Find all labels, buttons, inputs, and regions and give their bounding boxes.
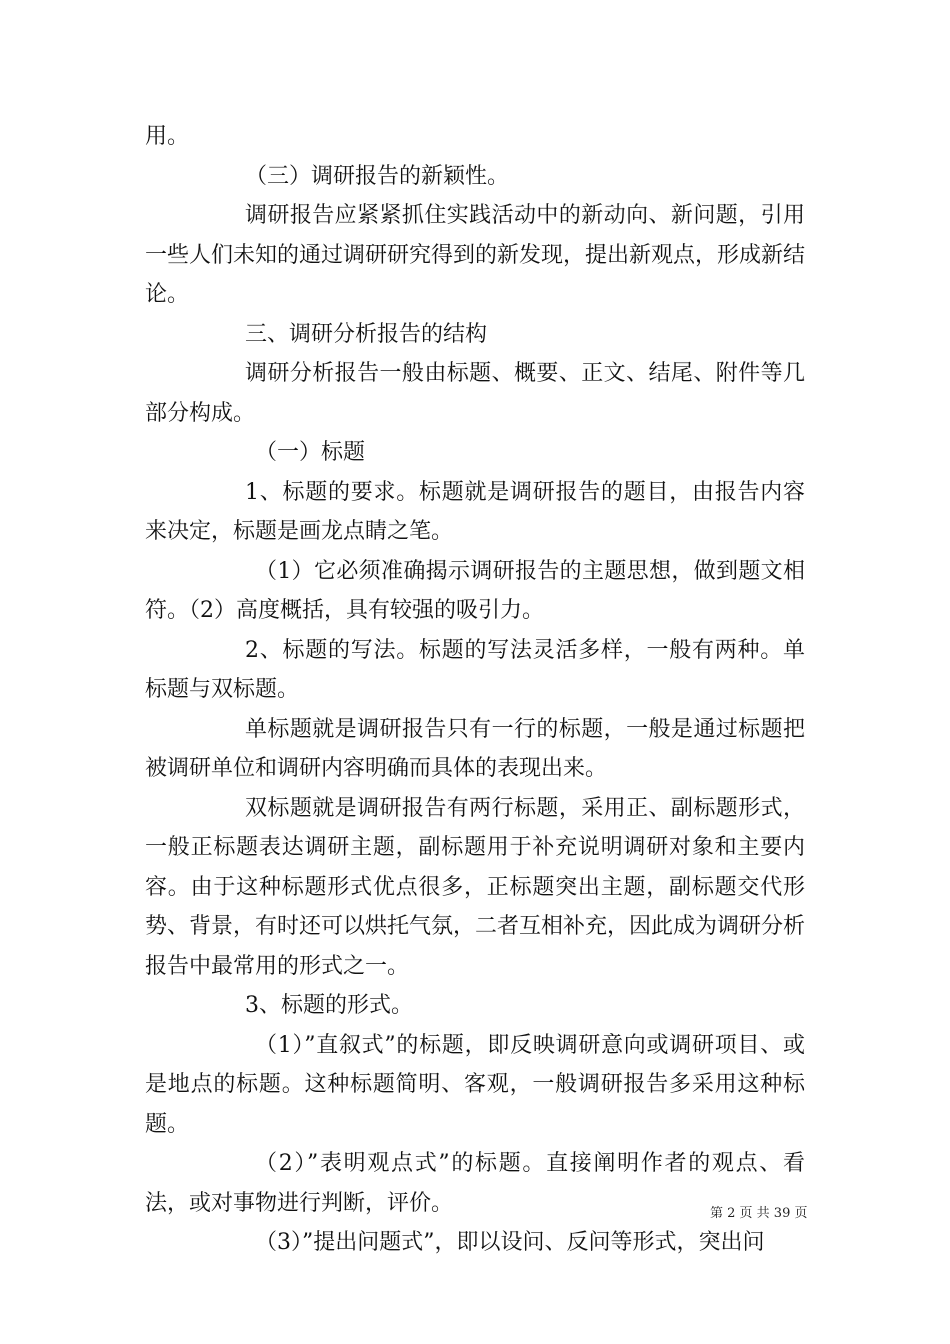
subheading-title: （一）标题 [255,440,366,465]
paragraph-novelty: 调研报告应紧紧抓住实践活动中的新动向、新问题，引用一些人们未知的通过调研研究得到的新发现，提出新观点，形成新结论。 [145,203,806,307]
section-heading-structure: 三、调研分析报告的结构 [245,321,488,347]
paragraph-single-title: 单标题就是调研报告只有一行的标题，一般是通过标题把被调研单位和调研内容明确而具体的表现出来。 [145,716,805,781]
paragraph-double-title: 双标题就是调研报告有两行标题，采用正、副标题形式，一般正标题表达调研主题，副标题用于补充说明调研对象和主要内容。由于这种标题形式优点很多，正标题突出主题，副标题交代形势、背景，有时还可以烘托气氛，二者互相补充，因此成为调研分析报告中最常用的形式之一。 [145,795,806,979]
paragraph-form-narrative: （1）”直叙式”的标题，即反映调研意向或调研项目、或是地点的标题。这种标题简明、客观，一般调研报告多采用这种标题。 [145,1032,805,1137]
subheading-novelty: （三）调研报告的新颖性。 [245,163,510,189]
paragraph-title-points: （1）它必须准确揭示调研报告的主题思想，做到题文相符。（2）高度概括，具有较强的吸引力。 [145,558,805,623]
document-body [145,117,808,1263]
paragraph-continuation: 用。 [145,124,190,149]
paragraph-title-forms: 3、标题的形式。 [245,993,413,1018]
paragraph-title-requirement: 1、标题的要求。标题就是调研报告的题目，由报告内容来决定，标题是画龙点睛之笔。 [145,479,805,544]
paragraph-structure: 调研分析报告一般由标题、概要、正文、结尾、附件等几部分构成。 [145,361,805,426]
page-number-footer: 第 2 页 共 39 页 [710,1206,808,1221]
paragraph-form-question: （3）”提出问题式”，即以设问、反问等形式，突出问 [255,1230,765,1255]
paragraph-form-viewpoint: （2）”表明观点式”的标题。直接阐明作者的观点、看法，或对事物进行判断，评价。 [145,1151,805,1216]
paragraph-title-writing: 2、标题的写法。标题的写法灵活多样，一般有两种。单标题与双标题。 [145,637,805,702]
